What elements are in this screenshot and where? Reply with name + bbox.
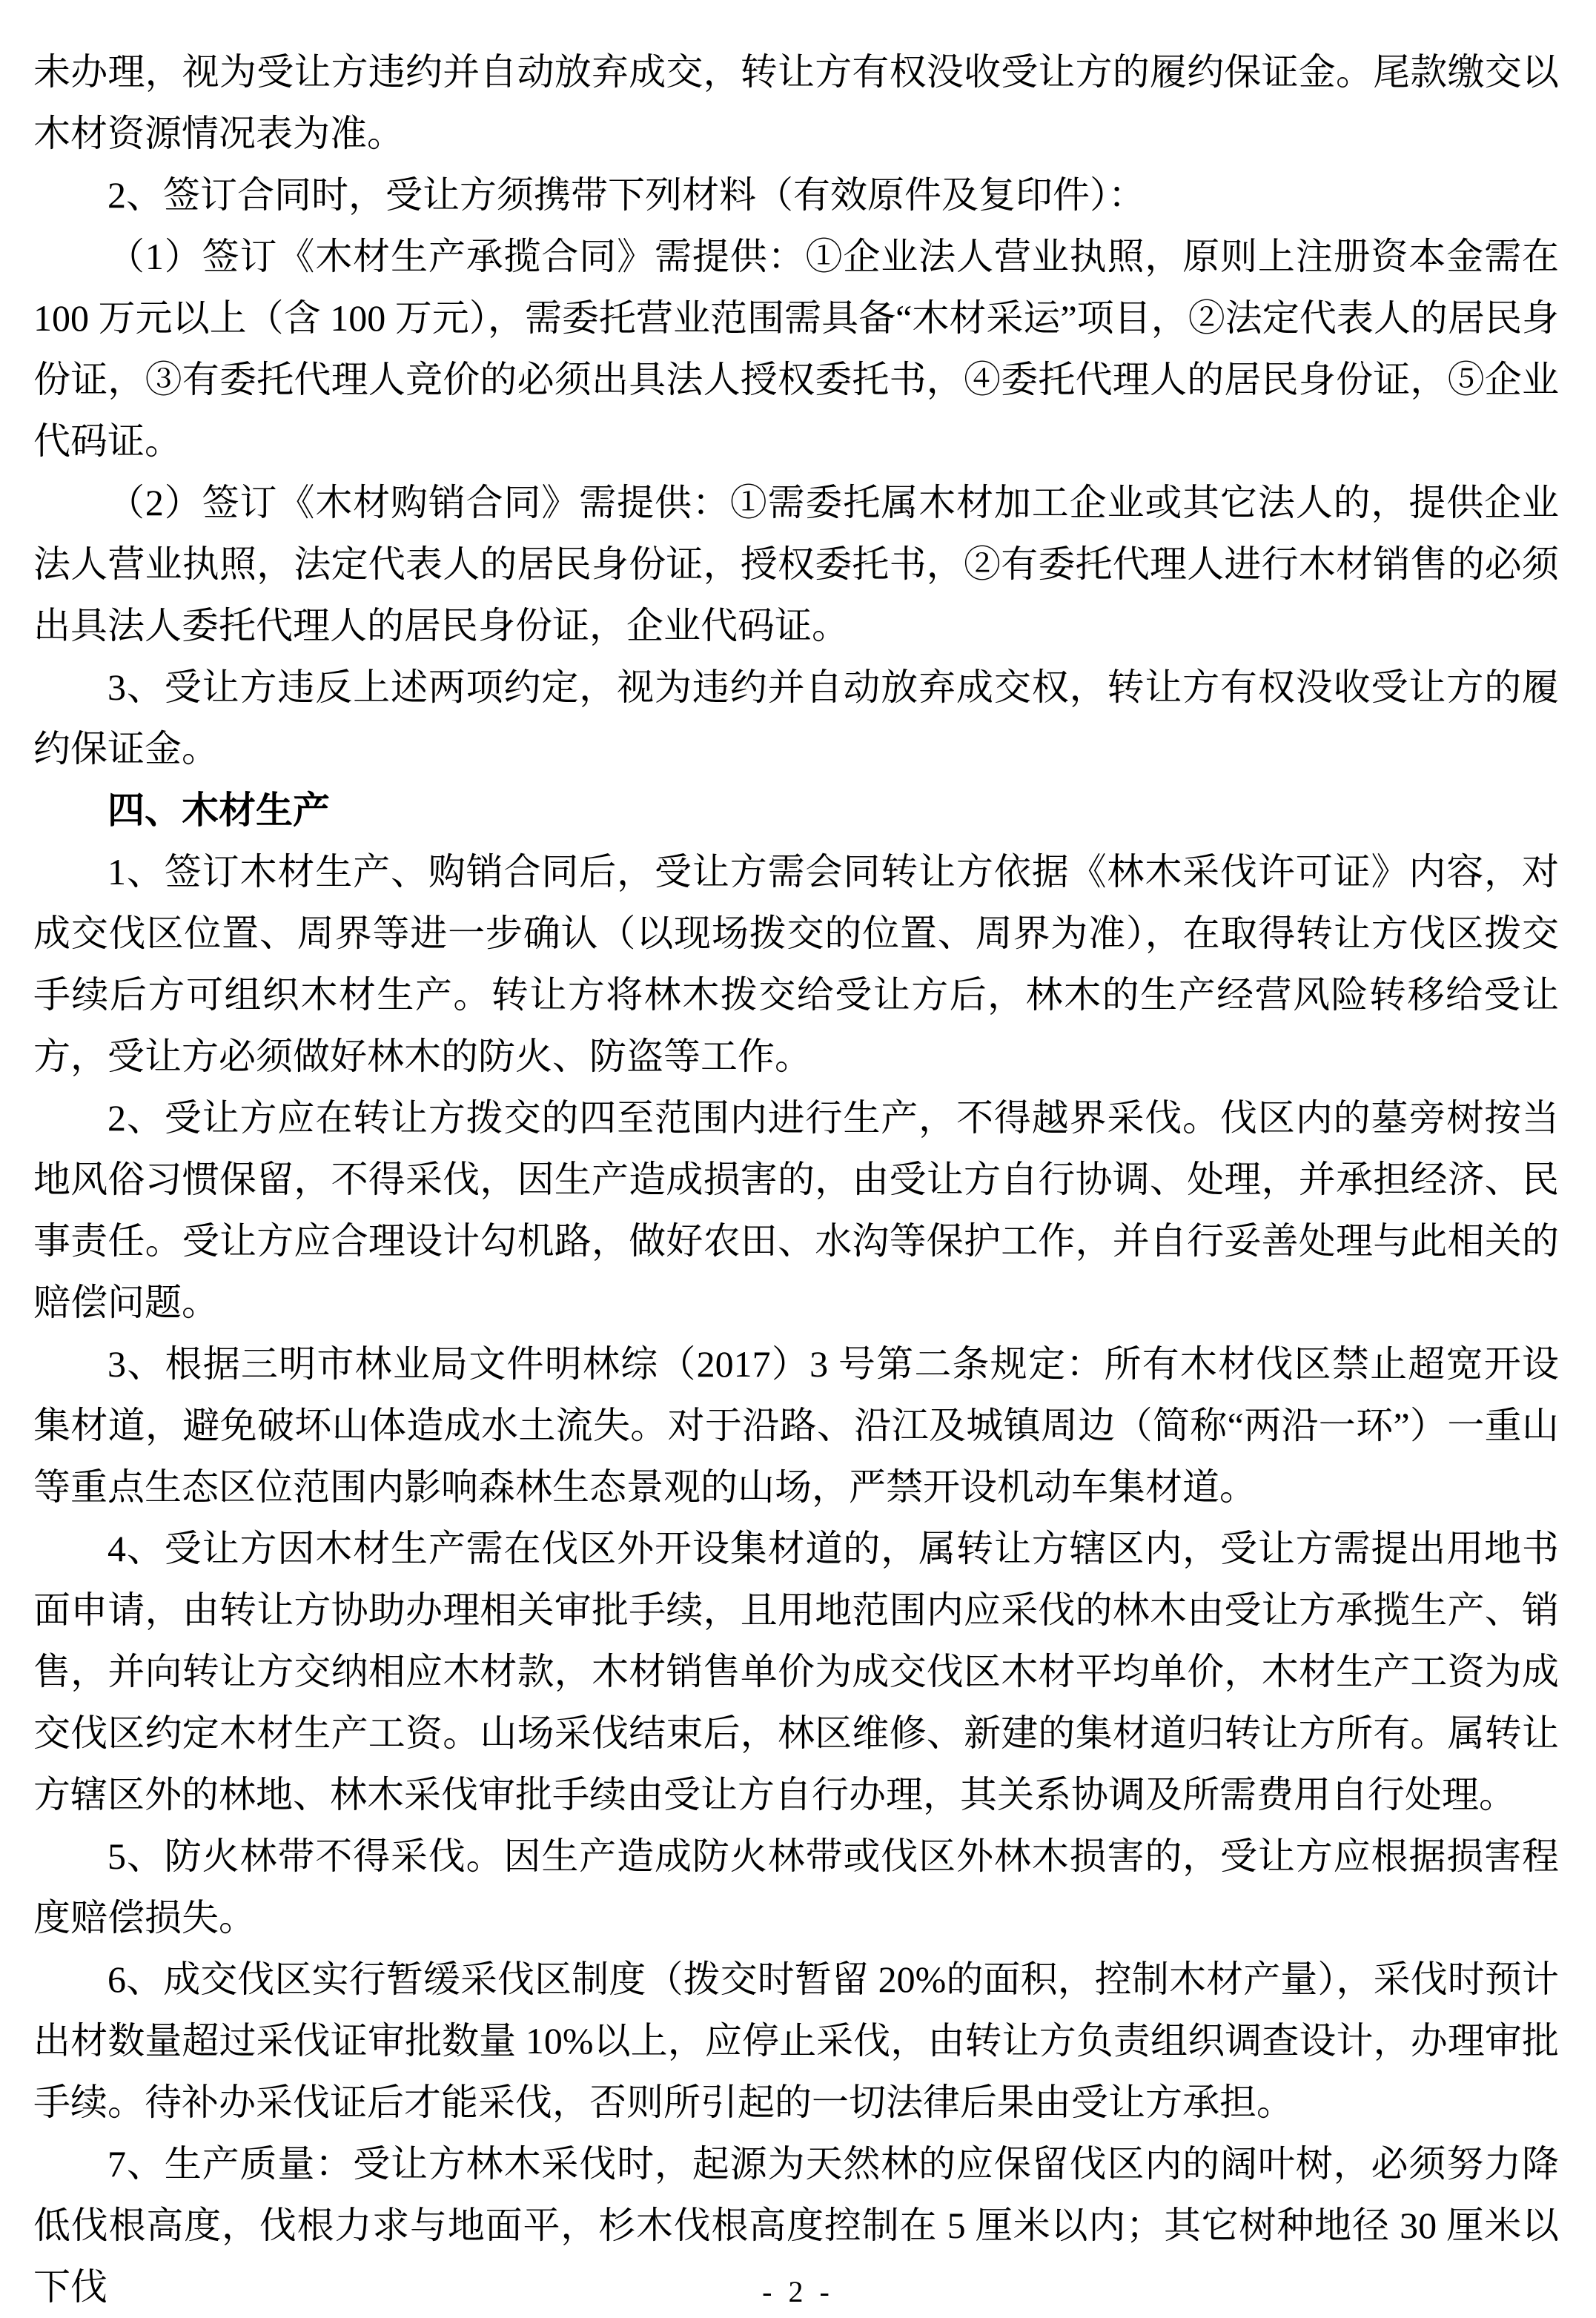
paragraph-item-3-violation-penalty: 3、受让方违反上述两项约定，视为违约并自动放弃成交权，转让方有权没收受让方的履约保证金。 [33, 666, 1559, 769]
paragraph-item-4-skid-road-outside-area: 4、受让方因木材生产需在伐区外开设集材道的，属转让方辖区内，受让方需提出用地书面申请，由转让方协助办理相关审批手续，且用地范围内应采伐的林木由受让方承揽生产、销售，并向转让方交纳相应木材款，木材销售单价为成交伐区木材平均单价，木材生产工资为成交伐区约定木材生产工资。山场采伐结束后，林区维修、新建的集材道归转让方所有。属转让方辖区外的林地、林木采伐审批手续由受让方自行办理，其关系协调及所需费用自行处理。 [33, 1528, 1559, 1815]
paragraph-item-1-handover-procedure: 1、签订木材生产、购销合同后，受让方需会同转让方依据《林木采伐许可证》内容，对成交伐区位置、周界等进一步确认（以现场拨交的位置、周界为准），在取得转让方伐区拨交手续后方可组织木材生产。转让方将林木拨交给受让方后，林木的生产经营风险转移给受让方，受让方必须做好林木的防火、防盗等工作。 [33, 851, 1559, 1077]
paragraph-item-3-skid-road-regulation: 3、根据三明市林业局文件明林综（2017）3 号第二条规定：所有木材伐区禁止超宽开设集材道，避免破坏山体造成水土流失。对于沿路、沿江及城镇周边（简称“两沿一环”）一重山等重点生态区位范围内影响森林生态景观的山场，严禁开设机动车集材道。 [33, 1343, 1559, 1508]
section-heading-timber-production: 四、木材生产 [107, 789, 330, 832]
paragraph-item-2-contract-materials: 2、签订合同时，受让方须携带下列材料（有效原件及复印件）： [107, 174, 1145, 216]
document-body [33, 42, 1559, 2318]
paragraph-item-2-2-purchase-contract: （2）签订《木材购销合同》需提供：①需委托属木材加工企业或其它法人的，提供企业法人营业执照，法定代表人的居民身份证，授权委托书，②有委托代理人进行木材销售的必须出具法人委托代理人的居民身份证，企业代码证。 [33, 482, 1559, 646]
paragraph-item-6-deferred-cutting-system: 6、成交伐区实行暂缓采伐区制度（拨交时暂留 20%的面积，控制木材产量），采伐时预计出材数量超过采伐证审批数量 10%以上，应停止采伐，由转让方负责组织调查设计，办理审批手续。待补办采伐证后才能采伐，否则所引起的一切法律后果由受让方承担。 [33, 1958, 1559, 2123]
paragraph-item-5-firebreak-protection: 5、防火林带不得采伐。因生产造成防火林带或伐区外林木损害的，受让方应根据损害程度赔偿损失。 [33, 1835, 1559, 1938]
page-number: - 2 - [762, 2275, 834, 2308]
paragraph-item-2-1-production-contract: （1）签订《木材生产承揽合同》需提供：①企业法人营业执照，原则上注册资本金需在 100 万元以上（含 100 万元），需委托营业范围需具备“木材采运”项目，②法定代表人的居民身份证，③有委托代理人竞价的必须出具法人授权委托书，④委托代理人的居民身份证，⑤企业代码证。 [33, 236, 1559, 462]
paragraph-item-7-production-quality: 7、生产质量：受让方林木采伐时，起源为天然林的应保留伐区内的阔叶树，必须努力降低伐根高度，伐根力求与地面平，杉木伐根高度控制在 5 厘米以内；其它树种地径 30 厘米以下伐 [33, 2143, 1559, 2308]
paragraph-carryover-deposit-forfeit: 未办理，视为受让方违约并自动放弃成交，转让方有权没收受让方的履约保证金。尾款缴交以木材资源情况表为准。 [33, 51, 1559, 154]
paragraph-item-2-production-boundary: 2、受让方应在转让方拨交的四至范围内进行生产，不得越界采伐。伐区内的墓旁树按当地风俗习惯保留，不得采伐，因生产造成损害的，由受让方自行协调、处理，并承担经济、民事责任。受让方应合理设计勾机路，做好农田、水沟等保护工作，并自行妥善处理与此相关的赔偿问题。 [33, 1097, 1559, 1323]
